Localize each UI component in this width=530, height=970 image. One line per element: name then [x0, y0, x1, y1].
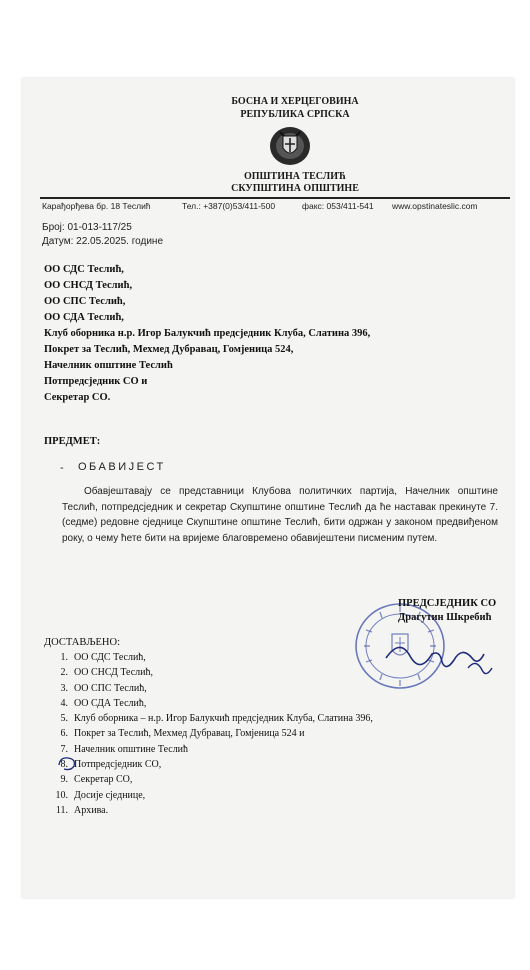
list-item: 6. Покрет за Теслић, Мехмед Дубравац, Гомјеница 524 и [60, 728, 305, 740]
recipient-line: ОО СНСД Теслић, [44, 280, 133, 291]
recipient-line: ОО СДС Теслић, [44, 264, 124, 275]
recipient-line: ОО СПС Теслић, [44, 296, 126, 307]
coat-of-arms-icon [266, 124, 314, 168]
letterhead-assembly: СКУПШТИНА ОПШТИНЕ [231, 183, 359, 194]
letterhead-rule [40, 197, 510, 199]
notice-body: Обавјештавају се представници Клубова политичких партија, Начелник општине Теслић, потпредсједник и секретар Скупштине општине Теслић да ће наставак прекинуте 7. (седме) редовне сједнице Скупштине општине Теслић, бити одржан у законом предвиђеном року, о чему ћете бити на вријеме благовремено обавијештени писменим путем. [62, 486, 498, 544]
recipient-line: Начелник општине Теслић [44, 360, 173, 371]
delivered-list [46, 650, 373, 818]
letterhead-phone: Тел.: +387(0)53/411-500 [182, 201, 276, 211]
signature-title: ПРЕДСЈЕДНИК СО [398, 598, 497, 609]
letterhead-entity: РЕПУБЛИКА СРПСКА [240, 109, 350, 120]
list-item: 10. Досије сједнице, [55, 789, 146, 801]
delivered-label: ДОСТАВЉЕНО: [44, 637, 121, 648]
list-item: 3. ОО СПС Теслић, [60, 682, 147, 694]
subject-dash: - [60, 462, 64, 474]
signature-name: Драгутин Шкребић [398, 612, 492, 623]
letterhead-fax: факс: 053/411-541 [302, 201, 374, 211]
recipient-line: Потпредсједник СО и [44, 376, 148, 387]
list-item: 1. ОО СДС Теслић, [60, 652, 146, 663]
letterhead-municipality: ОПШТИНА ТЕСЛИЋ [243, 171, 347, 182]
letterhead-website: www.opstinateslic.com [392, 201, 478, 211]
list-item: 11. Архива. [55, 804, 109, 816]
recipient-line: ОО СДА Теслић, [44, 312, 124, 323]
letterhead-country: БОСНА И ХЕРЦЕГОВИНА [231, 96, 359, 107]
recipient-line: Покрет за Теслић, Мехмед Дубравац, Гомјеница 524, [44, 344, 294, 355]
reference-date: Датум: 22.05.2025. године [42, 236, 164, 247]
reference-number: Број: 01-013-117/25 [42, 222, 132, 233]
list-item: 2. ОО СНСД Теслић, [60, 667, 154, 679]
handwritten-signature-icon [380, 628, 500, 684]
subject-title: ОБАВИЈЕСТ [78, 461, 166, 473]
recipient-line: Клуб оборника н.р. Игор Балукчић предсједник Клуба, Слатина 396, [44, 328, 371, 339]
list-item: 7. Начелник општине Теслић [60, 743, 189, 755]
list-item: 8. Потпредсједник СО, [60, 759, 162, 771]
list-item: 9. Секретар СО, [60, 774, 133, 786]
handwritten-mark-icon [56, 755, 78, 773]
list-item: 4. ОО СДА Теслић, [60, 697, 147, 709]
subject-label: ПРЕДМЕТ: [44, 436, 101, 447]
recipient-line: Секретар СО. [44, 392, 111, 403]
list-item: 5. Клуб оборника – н.р. Игор Балукчић предсједник Клуба, Слатина 396, [60, 713, 373, 725]
letterhead-address: Карађорђева бр. 18 Теслић [42, 201, 151, 211]
